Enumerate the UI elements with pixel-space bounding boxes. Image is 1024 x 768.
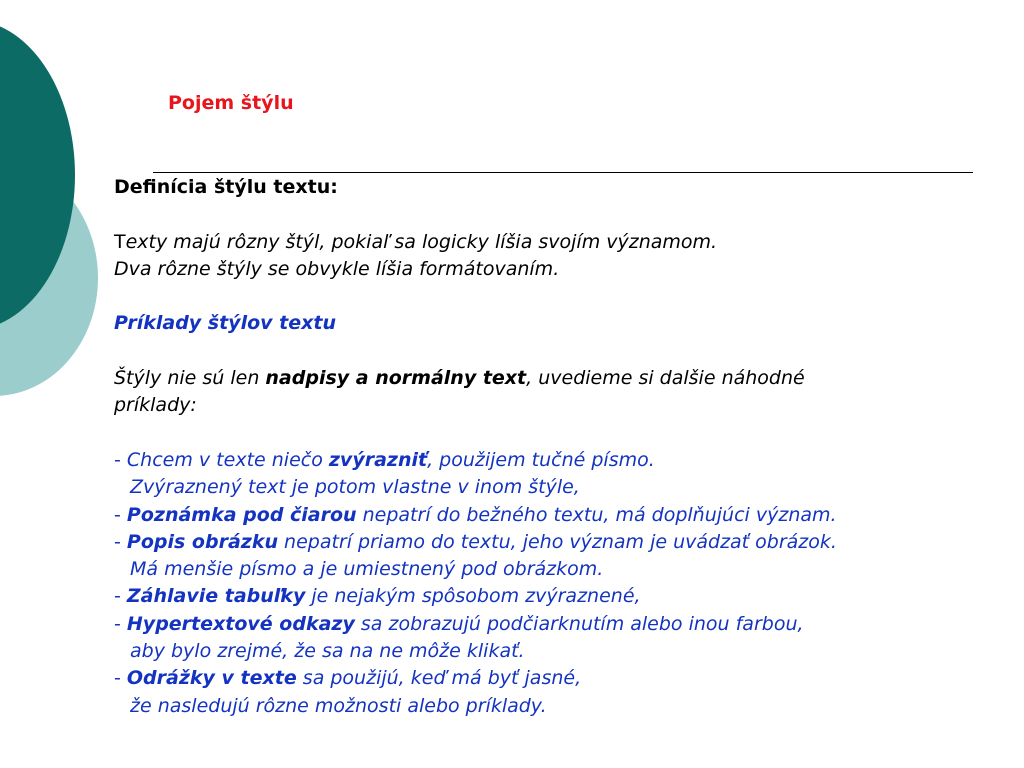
bullet-continuation: Má menšie písmo a je umiestnený pod obrázkom. bbox=[130, 558, 604, 581]
intro-line-2: Dva rôzne štýly se obvykle líšia formátovaním. bbox=[114, 257, 560, 280]
slide-title: Pojem štýlu bbox=[168, 92, 294, 114]
styles-paragraph-line-1: Štýly nie sú len nadpisy a normálny text, uvedieme si dalšie náhodné bbox=[114, 367, 805, 390]
styles-paragraph-line-2: príklady: bbox=[114, 394, 197, 417]
bullet-continuation: Zvýraznený text je potom vlastne v inom štýle, bbox=[130, 476, 580, 499]
definition-heading: Definícia štýlu textu: bbox=[114, 176, 338, 198]
title-underline bbox=[153, 172, 973, 173]
bullet-continuation: že nasledujú rôzne možnosti alebo príklady. bbox=[130, 694, 547, 717]
slide-content bbox=[114, 174, 1014, 720]
bullet-continuation: aby bylo zrejmé, že sa na ne môže klikať. bbox=[130, 640, 525, 663]
bullet-item: - Hypertextové odkazy sa zobrazujú podčiarknutím alebo inou farbou, bbox=[114, 612, 804, 635]
bullet-item: - Záhlavie tabuľky je nejakým spôsobom zvýraznené, bbox=[114, 585, 641, 608]
bullet-item: - Popis obrázku nepatrí priamo do textu, jeho význam je uvádzať obrázok. bbox=[114, 530, 837, 553]
bullet-item: - Poznámka pod čiarou nepatrí do bežného textu, má doplňujúci význam. bbox=[114, 503, 837, 526]
bullet-item: - Odrážky v texte sa použijú, keď má byť jasné, bbox=[114, 667, 582, 690]
examples-heading: Príklady štýlov textu bbox=[114, 312, 336, 335]
intro-line-1: Texty majú rôzny štýl, pokiaľ sa logicky líšia svojím významom. bbox=[114, 230, 718, 253]
bullet-item: - Chcem v texte niečo zvýrazniť, použijem tučné písmo. bbox=[114, 448, 655, 471]
